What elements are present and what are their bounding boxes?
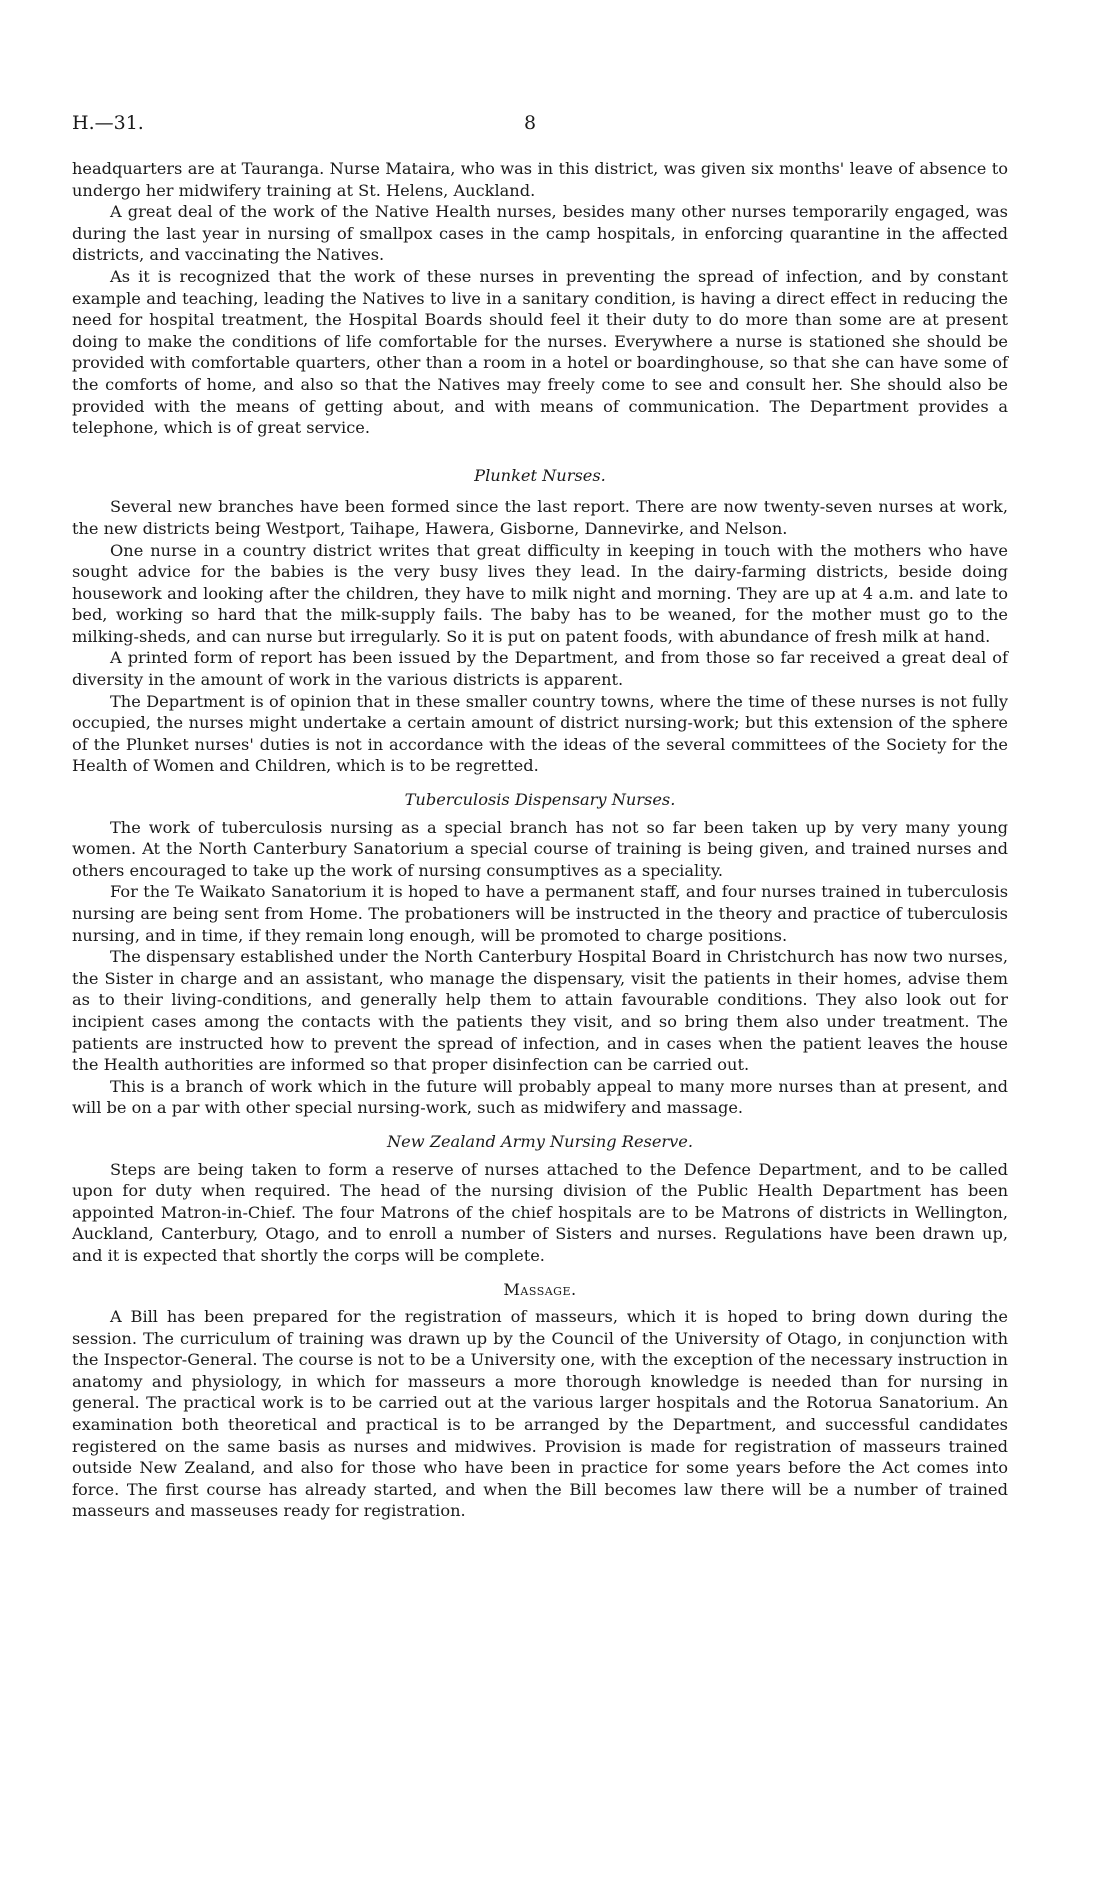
paragraph: Steps are being taken to form a reserve of nurses attached to the Defence Department, and to be called upon for duty when required. The head of the nursing division of the Public Health Department has been appointed Matron-in-Chief. The four Matrons of the chief hospitals are to be Matrons of districts in Wellington, Auckland, Canterbury, Otago, and to enroll a number of Sisters and nurses. Regulations have been drawn up, and it is expected that shortly the corps will be complete. bbox=[72, 1159, 1008, 1265]
paragraph: The dispensary established under the North Canterbury Hospital Board in Christchurch has now two nurses, the Sister in charge and an assistant, who manage the dispensary, visit the patients in their homes, advise them as to their living-conditions, and generally help them to attain favourable conditions. They also look out for incipient cases among the contacts with the patients they visit, and so bring them also under treatment. The patients are instructed how to prevent the spread of infection, and in cases when the patient leaves the house the Health authorities are informed so that proper disinfection can be carried out. bbox=[72, 947, 1008, 1075]
section-heading-massage: Massage. bbox=[503, 1279, 577, 1299]
paragraph: A great deal of the work of the Native Health nurses, besides many other nurses temporarily engaged, was during the last year in nursing of smallpox cases in the camp hospitals, in enforcing quarantine in the affected districts, and vaccinating the Natives. bbox=[72, 202, 1008, 265]
paragraph: The Department is of opinion that in these smaller country towns, where the time of these nurses is not fully occupied, the nurses might undertake a certain amount of district nursing-work; but this extension of the sphere of the Plunket nurses' duties is not in accordance with the ideas of the several committees of the Society for the Health of Women and Children, which is to be regretted. bbox=[72, 691, 1008, 776]
document-reference: H.—31. bbox=[72, 112, 144, 134]
paragraph: A printed form of report has been issued by the Department, and from those so far received a great deal of diversity in the amount of work in the various districts is apparent. bbox=[72, 648, 1008, 690]
paragraph: headquarters are at Tauranga. Nurse Mataira, who was in this district, was given six months' leave of absence to undergo her midwifery training at St. Helens, Auckland. bbox=[72, 159, 1008, 200]
paragraph: This is a branch of work which in the future will probably appeal to many more nurses than at present, and will be on a par with other special nursing-work, such as midwifery and massage. bbox=[72, 1076, 1008, 1118]
paragraph: As it is recognized that the work of these nurses in preventing the spread of infection, and by constant example and teaching, leading the Natives to live in a sanitary condition, is having a direct effect in reducing the need for hospital treatment, the Hospital Boards should feel it their duty to do more than some are at present doing to make the conditions of life comfortable for the nurses. Everywhere a nurse is stationed she should be provided with comfortable quarters, other than a room in a hotel or boardinghouse, so that she can have some of the comforts of home, and also so that the Natives may freely come to see and consult her. She should also be provided with the means of getting about, and with means of communication. The Department provides a telephone, which is of great service. bbox=[72, 266, 1008, 438]
paragraph: The work of tuberculosis nursing as a special branch has not so far been taken up by very many young women. At the North Canterbury Sanatorium a special course of training is being given, and trained nurses and others encouraged to take up the work of nursing consumptives as a speciality. bbox=[72, 817, 1008, 880]
page-header bbox=[72, 112, 1012, 142]
page-number: 8 bbox=[524, 112, 537, 134]
section-heading-plunket-nurses: Plunket Nurses. bbox=[474, 465, 606, 485]
paragraph: One nurse in a country district writes that great difficulty in keeping in touch with the mothers who have sought advice for the babies is the very busy lives they lead. In the dairy-farming districts, beside doing housework and looking after the children, they have to milk night and morning. They are up at 4 a.m. and late to bed, working so hard that the milk-supply fails. The baby has to be weaned, for the mother must go to the milking-sheds, and can nurse but irregularly. So it is put on patent foods, with abundance of fresh milk at hand. bbox=[72, 540, 1008, 646]
paragraph: For the Te Waikato Sanatorium it is hoped to have a permanent staff, and four nurses trained in tuberculosis nursing are being sent from Home. The probationers will be instructed in the theory and practice of tuberculosis nursing, and in time, if they remain long enough, will be promoted to charge positions. bbox=[72, 882, 1008, 945]
paragraph: Several new branches have been formed since the last report. There are now twenty-seven nurses at work, the new districts being Westport, Taihape, Hawera, Gisborne, Dannevirke, and Nelson. bbox=[72, 497, 1008, 538]
section-heading-tuberculosis-nurses: Tuberculosis Dispensary Nurses. bbox=[404, 790, 676, 810]
section-heading-army-nursing-reserve: New Zealand Army Nursing Reserve. bbox=[386, 1131, 694, 1151]
body-text bbox=[72, 158, 1008, 1522]
paragraph: A Bill has been prepared for the registration of masseurs, which it is hoped to bring down during the session. The curriculum of training was drawn up by the Council of the University of Otago, in conjunction with the Inspector-General. The course is not to be a University one, with the exception of the necessary instruction in anatomy and physiology, in which for masseurs a more thorough knowledge is needed than for nursing in general. The practical work is to be carried out at the various larger hospitals and the Rotorua Sanatorium. An examination both theoretical and practical is to be arranged by the Department, and successful candidates registered on the same basis as nurses and midwives. Provision is made for registration of masseurs trained outside New Zealand, and also for those who have been in practice for some years before the Act comes into force. The first course has already started, and when the Bill becomes law there will be a number of trained masseurs and masseuses ready for registration. bbox=[72, 1307, 1008, 1521]
